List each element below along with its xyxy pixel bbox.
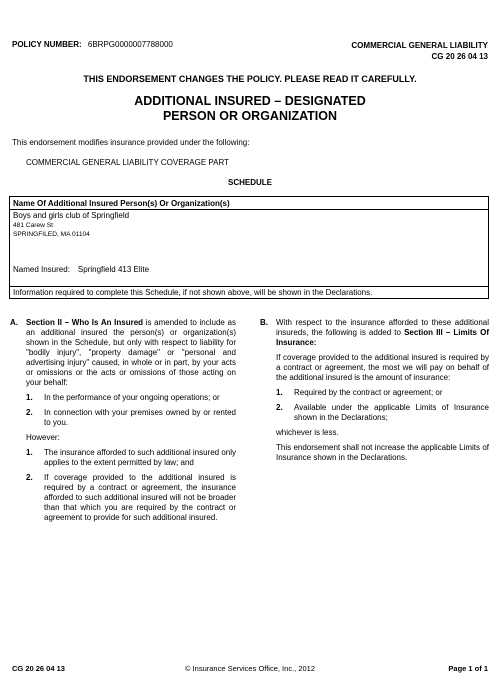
policy-number-label: POLICY NUMBER: [12,40,82,49]
form-code: CG 20 26 04 13 [431,52,488,61]
item-number: 1. [26,393,33,402]
section-b-marker: B. [260,318,268,327]
item-number: 1. [26,448,33,457]
endorsement-banner: THIS ENDORSEMENT CHANGES THE POLICY. PLEASE READ IT CAREFULLY. [83,74,417,84]
section-a [10,318,236,523]
item-number: 1. [276,388,283,397]
item-number: 2. [276,403,283,412]
section-a-item-2 [10,408,236,428]
title-line-2: PERSON OR ORGANIZATION [162,109,338,123]
item-text: Available under the applicable Limits of Insurance shown in the Declarations; [294,403,489,422]
section-a-however-item-2 [10,473,236,523]
item-number: 2. [26,473,33,482]
modifies-statement: This endorsement modifies insurance provided under the following: [12,138,250,147]
section-b-item-1 [260,388,489,398]
coverage-line-label: COMMERCIAL GENERAL LIABILITY [351,41,488,50]
whichever-text: whichever is less. [276,428,339,437]
section-a-item-1 [10,393,236,403]
title-line-1: ADDITIONAL INSURED – DESIGNATED [134,94,366,108]
address-line-1: 481 Carew St [13,222,53,229]
policy-number-value: 6BRPG0000007788000 [87,40,173,49]
schedule-column-header: Name Of Additional Insured Person(s) Or Organization(s) [10,197,488,210]
named-insured-label: Named Insured: [13,265,70,274]
item-number: 2. [26,408,33,417]
named-insured-value: Springfield 413 Elite [77,265,150,274]
schedule-table [9,196,489,299]
additional-insured-name: Boys and girls club of Springfield [13,211,130,220]
item-text: Required by the contract or agreement; or [294,388,443,397]
closing-text: This endorsement shall not increase the applicable Limits of Insurance shown in the Declarations. [276,443,489,462]
coverage-part: COMMERCIAL GENERAL LIABILITY COVERAGE PART [26,158,230,167]
schedule-info-row: Information required to complete this Schedule, if not shown above, will be shown in the Declarations. [10,286,488,298]
policy-number-line [12,40,173,49]
section-b-lead [260,318,489,348]
section-a-however-item-1 [10,448,236,468]
footer-copyright: © Insurance Services Office, Inc., 2012 [184,664,316,673]
section-a-lead [10,318,236,388]
named-insured [13,265,149,274]
item-text: In the performance of your ongoing operations; or [44,393,220,402]
however-label: However: [26,433,60,442]
footer-page-number: Page 1 of 1 [448,664,488,673]
section-b-paragraph: If coverage provided to the additional insured is required by a contract or agreement, the most we will pay on behalf of the additional insured is the amount of insurance: [276,353,489,382]
section-b-lead-text: With respect to the insurance afforded to these additional insureds, the following is added to [276,318,489,337]
section-a-lead-text: is amended to include as an additional insured the person(s) or organization(s) shown in the Schedule, but only with respect to liability for "bodily injury", "property damage" or "personal and advertising injury" caused, in whole or in part, by your acts or omissions or the acts or omissions of those acting on your behalf: [26,318,236,387]
section-b [260,318,489,463]
item-text: The insurance afforded to such additional insured only applies to the extent permitted by law; and [44,448,236,467]
item-text: If coverage provided to the additional insured is required by a contract or agreement, the insurance afforded to such additional insured will not be broader than that which you are required by the contract or agreement to provide for such additional insured. [44,473,236,522]
section-a-lead-bold: Section II – Who Is An Insured [26,318,144,327]
schedule-heading: SCHEDULE [227,178,272,187]
footer-form-code: CG 20 26 04 13 [12,664,65,673]
address-line-2: SPRINGFILED, MA 01104 [13,231,90,238]
page-title [0,94,500,124]
item-text: In connection with your premises owned by or rented to you. [44,408,236,427]
section-a-marker: A. [10,318,18,327]
form-header [351,40,488,62]
section-b-lead-bold: Section III – Limits Of Insurance: [276,328,489,347]
section-b-item-2 [260,403,489,423]
